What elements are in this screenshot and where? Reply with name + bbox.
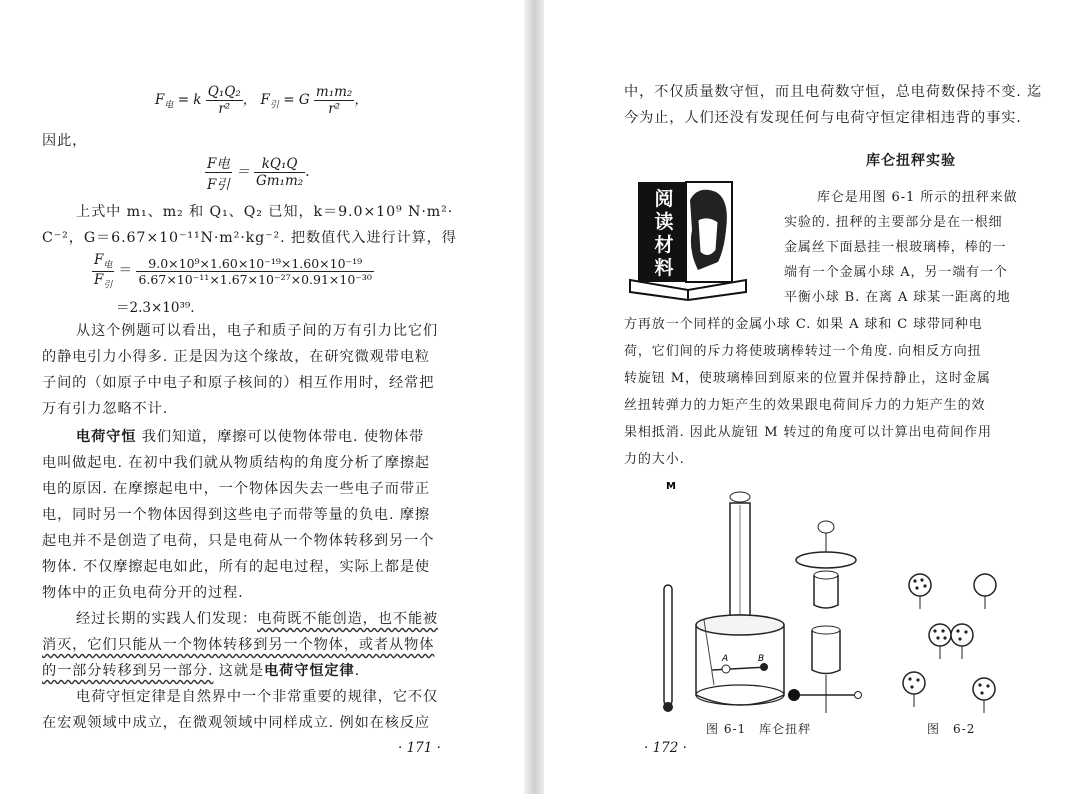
ratio-formula: $\frac{\text{F电}}{\text{F引}}$ ＝ $\frac{\text{kQ₁Q}}{\text{Gm₁m₂}}$ . <box>205 152 309 193</box>
reading-line: 果相抵消. 因此从旋钮 M 转过的角度可以计算出电荷间作用 <box>624 425 992 440</box>
coulomb-gravity-formulas: $F_电 = k$ $\frac{\text{Q₁Q₂}}{\text{r²}}$ ， $F_引 = G$ $\frac{\text{m₁m₂}}{\text{r²}}$ ， <box>155 84 368 117</box>
reading-line: 端有一个金属小球 A，另一端有一个 <box>784 265 1008 280</box>
reading-heading: 库仑扭秤实验 <box>866 153 956 169</box>
book-gutter <box>524 0 544 794</box>
sphere-neutral <box>974 574 996 609</box>
page-number: · 172 · <box>644 740 687 756</box>
reading-line: 平衡小球 B. 在离 A 球某一距离的地 <box>784 290 1011 305</box>
para3-line: 电叫做起电. 在初中我们就从物质结构的角度分析了摩擦起 <box>42 455 431 471</box>
right-page <box>544 0 1080 794</box>
para2-line: 子间的（如原子中电子和原子核间的）相互作用时，经常把 <box>42 375 435 391</box>
left-page <box>0 0 524 794</box>
continued-line: 中，不仅质量数守恒，而且电荷数守恒，总电荷数保持不变. 迄 <box>624 84 1043 100</box>
para1-line1: 上式中 m₁、m₂ 和 Q₁、Q₂ 已知，k＝9.0×10⁹ N·m²· <box>76 204 454 220</box>
sphere-charged <box>903 672 925 707</box>
section-title-charge-conservation: 电荷守恒 <box>76 429 137 445</box>
reading-line: 丝扭转弹力的力矩产生的效果跟电荷间斥力的力矩产生的效 <box>624 398 986 413</box>
para2-line: 的静电引力小得多. 正是因为这个缘故，在研究微观带电粒 <box>42 349 431 365</box>
reading-line: 荷，它们间的斥力将使玻璃棒转过一个角度. 向相反方向扭 <box>624 344 982 359</box>
badge-char: 读 <box>654 211 674 233</box>
para3-line: 起电并不是创造了电荷，只是电荷从一个物体转移到另一个 <box>42 533 435 549</box>
figure-caption-6-2: 图 6-2 <box>927 722 976 736</box>
sphere-charged <box>973 678 995 713</box>
torsion-balance-illustration <box>644 475 924 715</box>
calculation-result: ＝2.3×10³⁹. <box>116 300 195 316</box>
para3-line1: 电荷守恒 我们知道，摩擦可以使物体带电. 使物体带 <box>76 429 425 445</box>
label-a: A <box>722 654 729 664</box>
badge-char: 料 <box>654 257 674 279</box>
reading-line: 金属丝下面悬挂一根玻璃棒，棒的一 <box>784 240 1007 255</box>
reading-line: 实验的. 扭秤的主要部分是在一根细 <box>784 215 1003 230</box>
para3-line: 物体. 不仅摩擦起电如此，所有的起电过程，实际上都是使 <box>42 559 431 575</box>
para1-line2: C⁻²，G＝6.67×10⁻¹¹N·m²·kg⁻². 把数值代入进行计算，得 <box>42 230 457 246</box>
para4-line1: 经过长期的实践人们发现：电荷既不能创造，也不能被 <box>76 611 439 627</box>
para5-line: 在宏观领域中成立，在微观领域中同样成立. 例如在核反应 <box>42 715 431 731</box>
page-number: · 171 · <box>398 740 441 756</box>
reading-line: 方再放一个同样的金属小球 C. 如果 A 球和 C 球带同种电 <box>624 317 983 332</box>
reading-material-badge <box>628 180 758 302</box>
sphere-charged <box>951 624 973 659</box>
therefore-text: 因此， <box>42 133 88 149</box>
sphere-charged <box>909 574 931 609</box>
para2-line: 万有引力忽略不计. <box>42 401 169 417</box>
para3-line: 电的原因. 在摩擦起电中，一个物体因失去一些电子而带正 <box>42 481 431 497</box>
sphere-charged <box>929 624 951 659</box>
reading-line: 转旋钮 M，使玻璃棒回到原来的位置并保持静止，这时金属 <box>624 371 991 386</box>
para3-line: 物体中的正负电荷分开的过程. <box>42 585 244 601</box>
charged-spheres-illustration <box>900 565 1010 715</box>
calculation-formula: $\frac{F_电}{F_引}$ ＝ $\frac{\text{9.0×10⁹×1.60×10⁻¹⁹×1.60×10⁻¹⁹}}{\text{6.67×10⁻¹¹×1.67×10⁻²⁷×0.91×10⁻³⁰}}$ <box>94 252 372 291</box>
reading-line: 力的大小. <box>624 452 685 467</box>
badge-char: 阅 <box>654 188 674 210</box>
label-m: M <box>666 481 676 492</box>
para3-line: 电，同时另一个物体因得到这些电子而带等量的负电. 摩擦 <box>42 507 431 523</box>
continued-line: 今为止，人们还没有发现任何与电荷守恒定律相违背的事实. <box>624 110 1022 126</box>
para4-line3: 的一部分转移到另一部分. 这就是电荷守恒定律. <box>42 663 361 679</box>
badge-char: 材 <box>654 234 674 256</box>
reading-line: 库仑是用图 6-1 所示的扭秤来做 <box>817 190 1018 205</box>
para2-line: 从这个例题可以看出，电子和质子间的万有引力比它们 <box>76 323 439 339</box>
para5-line: 电荷守恒定律是自然界中一个非常重要的规律，它不仅 <box>76 689 439 705</box>
figure-caption-6-1: 图 6-1 库仑扭秤 <box>706 722 812 736</box>
label-b: B <box>758 654 765 664</box>
para4-line2: 消灭，它们只能从一个物体转移到另一个物体，或者从物体 <box>42 637 435 653</box>
